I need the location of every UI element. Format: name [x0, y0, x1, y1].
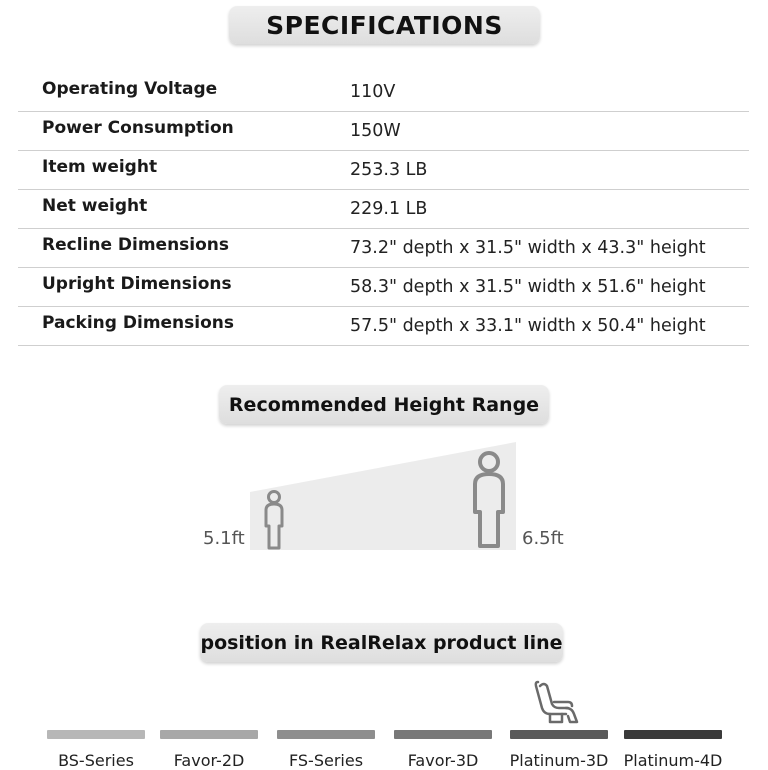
spec-value: 110V	[350, 73, 749, 112]
series-bar	[277, 730, 375, 739]
series-name: Platinum-4D	[623, 751, 723, 770]
series-item	[46, 730, 146, 770]
series-name: BS-Series	[58, 751, 134, 770]
specifications-title: SPECIFICATIONS	[229, 6, 540, 44]
height-range-title: Recommended Height Range	[219, 385, 549, 424]
spec-value: 253.3 LB	[350, 151, 749, 190]
table-row	[18, 190, 749, 229]
series-item	[620, 730, 726, 770]
spec-label: Item weight	[18, 148, 350, 187]
spec-label: Upright Dimensions	[18, 265, 350, 304]
spec-label: Recline Dimensions	[18, 226, 350, 265]
series-bar	[510, 730, 608, 739]
series-name: FS-Series	[288, 751, 364, 770]
product-line-title: position in RealRelax product line	[200, 623, 563, 662]
massage-chair-icon	[532, 678, 582, 726]
table-row	[18, 73, 749, 112]
series-item	[393, 730, 493, 770]
product-line-series	[40, 730, 740, 770]
spec-label: Operating Voltage	[18, 70, 350, 109]
series-item	[506, 730, 612, 770]
spec-value: 229.1 LB	[350, 190, 749, 229]
series-name: Platinum-3D	[509, 751, 609, 770]
spec-value: 58.3" depth x 31.5" width x 51.6" height	[350, 268, 749, 307]
table-row	[18, 307, 749, 346]
table-row	[18, 268, 749, 307]
table-row	[18, 112, 749, 151]
series-bar	[394, 730, 492, 739]
table-row	[18, 151, 749, 190]
series-bar	[624, 730, 722, 739]
series-item	[159, 730, 259, 770]
min-height-label: 5.1ft	[203, 528, 245, 549]
series-bar	[47, 730, 145, 739]
series-bar	[160, 730, 258, 739]
series-name: Favor-2D	[173, 751, 245, 770]
spec-label: Net weight	[18, 187, 350, 226]
series-item	[276, 730, 376, 770]
spec-value: 73.2" depth x 31.5" width x 43.3" height	[350, 229, 749, 268]
spec-label: Packing Dimensions	[18, 304, 350, 343]
table-row	[18, 229, 749, 268]
specifications-table	[18, 73, 749, 346]
series-name: Favor-3D	[407, 751, 479, 770]
spec-value: 57.5" depth x 33.1" width x 50.4" height	[350, 307, 749, 346]
max-height-label: 6.5ft	[522, 528, 564, 549]
spec-label: Power Consumption	[18, 109, 350, 148]
spec-value: 150W	[350, 112, 749, 151]
